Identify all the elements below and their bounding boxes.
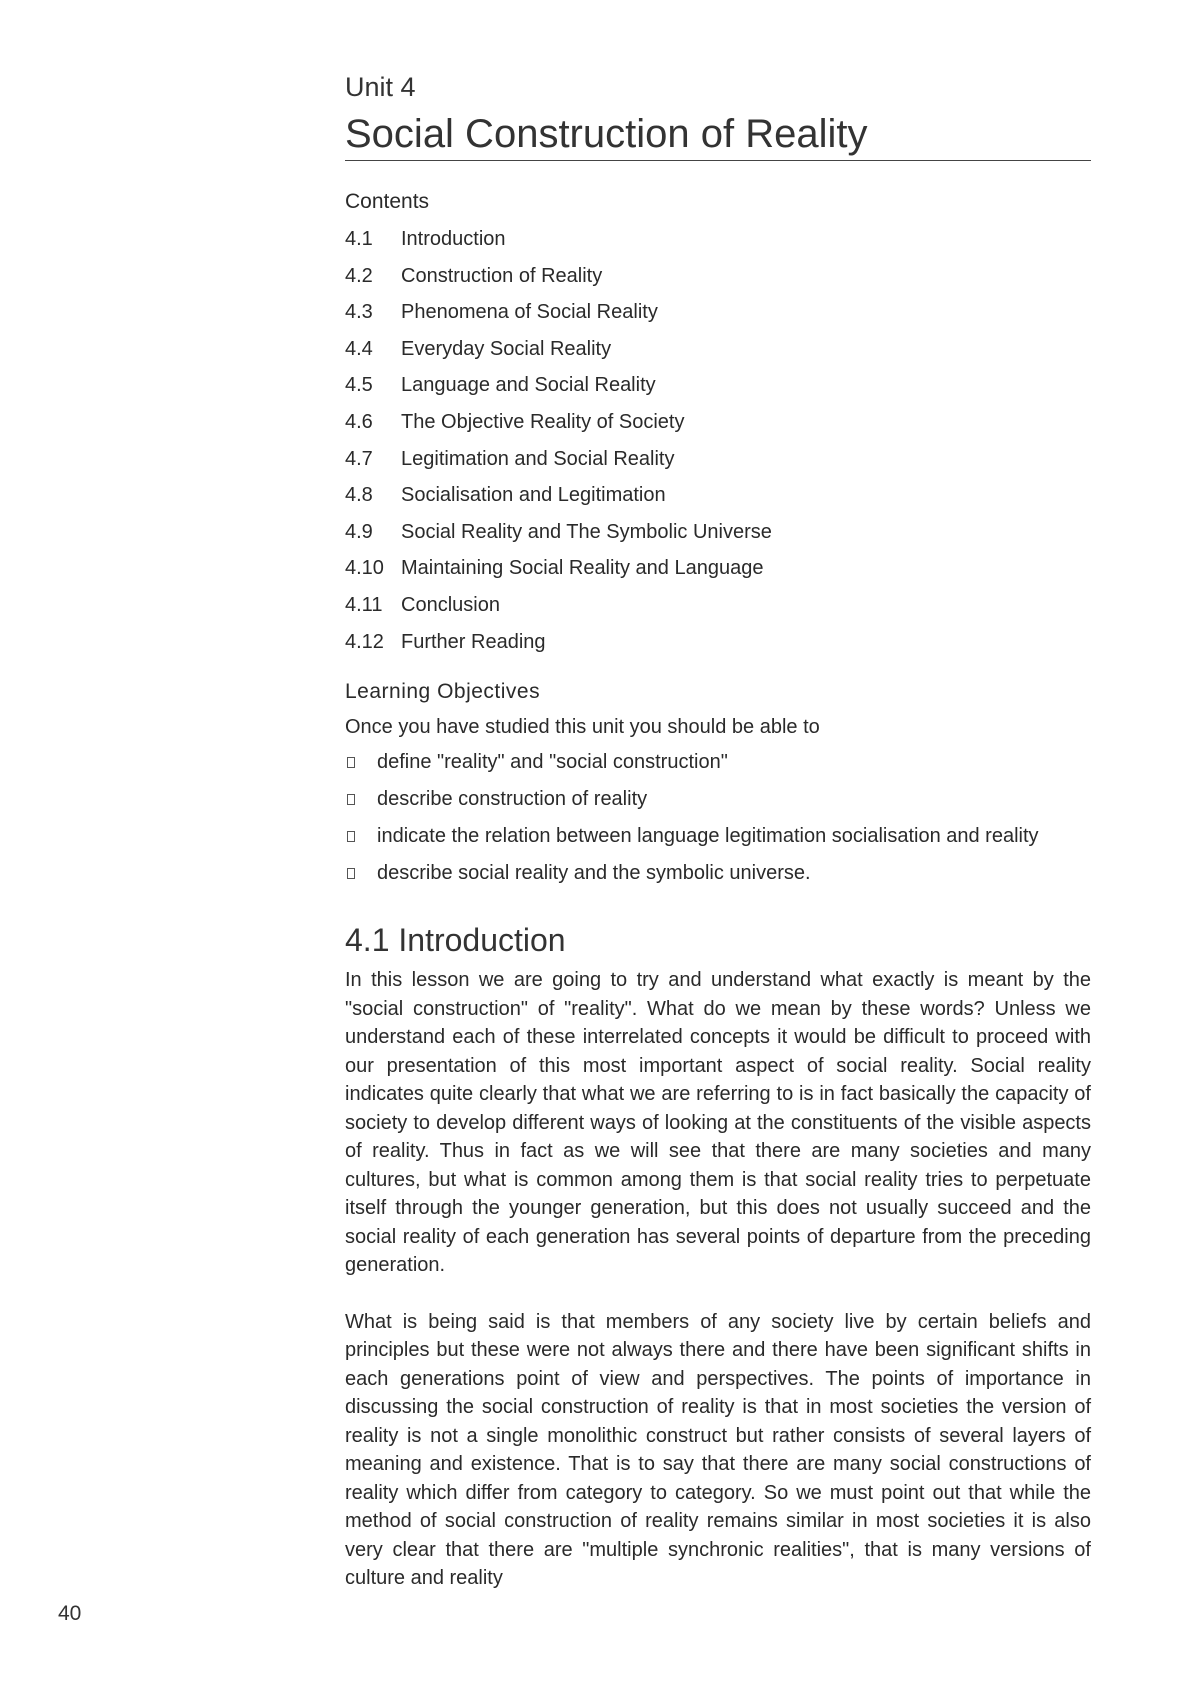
toc-label: Socialisation and Legitimation [401, 484, 666, 507]
toc-item [345, 587, 1091, 624]
learning-objectives-list [345, 744, 1091, 892]
toc-number: 4.6 [345, 410, 373, 433]
bullet-box-icon [347, 831, 355, 842]
toc-label: Social Reality and The Symbolic Universe [401, 520, 772, 543]
objective-text: define "reality" and "social construction" [377, 751, 728, 774]
toc-label: Introduction [401, 228, 506, 250]
toc-number: 4.11 [345, 593, 383, 616]
toc-item [345, 294, 1091, 331]
objective-text: describe construction of reality [377, 788, 648, 811]
toc-number: 4.9 [345, 520, 373, 543]
body-paragraph: What is being said is that members of any society live by certain beliefs and principles but these were not always there and there have been significant shifts in each generations point of view and perspectives. The points of importance in discussing the social construction of reality is that in most societies the version of reality is not a single monolithic construct but rather consists of several layers of meaning and existence. That is to say that there are many social constructions of reality which differ from category to category. So we must point out that while the method of social construction of reality remains similar in most societies it is also very clear that there are "multiple synchronic realities", that is many versions of culture and reality [345, 1310, 1091, 1590]
toc-item [345, 258, 1091, 295]
bullet-box-icon [347, 757, 355, 768]
toc-item [345, 477, 1091, 514]
toc-number: 4.3 [345, 301, 373, 324]
toc-item [345, 367, 1091, 404]
page-number: 40 [58, 1602, 82, 1625]
objective-item [345, 818, 1091, 855]
toc-label: Maintaining Social Reality and Language [401, 557, 764, 580]
table-of-contents [345, 221, 1091, 660]
toc-item [345, 331, 1091, 368]
toc-number: 4.1 [345, 228, 373, 250]
objective-text: indicate the relation between language legitimation socialisation and reality [377, 825, 1039, 848]
toc-label: Further Reading [401, 630, 546, 653]
title-divider [345, 160, 1091, 161]
objective-text: describe social reality and the symbolic universe. [377, 862, 811, 885]
toc-label: Everyday Social Reality [401, 337, 612, 360]
toc-label: Conclusion [401, 593, 500, 616]
toc-number: 4.5 [345, 374, 373, 397]
toc-number: 4.2 [345, 264, 373, 287]
toc-item [345, 441, 1091, 478]
toc-number: 4.12 [345, 630, 384, 653]
bullet-box-icon [347, 794, 355, 805]
toc-item [345, 550, 1091, 587]
toc-number: 4.10 [345, 557, 384, 580]
body-paragraph: In this lesson we are going to try and understand what exactly is meant by the "social construction" of "reality". What do we mean by these words? Unless we understand each of these interrelated concepts it would be difficult to proceed with our presentation of this most important aspect of social reality. Social reality indicates quite clearly that what we are referring to is in fact basically the capacity of society to develop different ways of looking at the constituents of the visible aspects of reality. Thus in fact as we will see that there are many societies and many cultures, but what is common among them is that social reality tries to perpetuate itself through the younger generation, but this does not usually succeed and the social reality of each generation has several points of departure from the preceding generation. [345, 969, 1091, 1277]
toc-label: Legitimation and Social Reality [401, 447, 675, 470]
toc-item [345, 404, 1091, 441]
objective-item [345, 744, 1091, 781]
toc-item [345, 514, 1091, 551]
toc-label: Phenomena of Social Reality [401, 301, 658, 324]
toc-label: Language and Social Reality [401, 374, 656, 397]
contents-heading: Contents [345, 190, 430, 213]
main-column [345, 70, 1091, 1593]
objective-item [345, 855, 1091, 892]
learning-objectives-intro: Once you have studied this unit you should be able to [345, 716, 820, 739]
unit-label: Unit 4 [345, 72, 416, 102]
unit-title: Social Construction of Reality [345, 112, 868, 156]
toc-label: Construction of Reality [401, 264, 603, 287]
bullet-box-icon [347, 868, 355, 879]
toc-number: 4.4 [345, 337, 373, 360]
toc-label: The Objective Reality of Society [401, 410, 685, 433]
toc-item [345, 221, 1091, 258]
toc-item [345, 624, 1091, 661]
objective-item [345, 781, 1091, 818]
toc-number: 4.7 [345, 447, 373, 470]
toc-number: 4.8 [345, 484, 373, 507]
learning-objectives-heading: Learning Objectives [345, 680, 541, 704]
section-title: 4.1 Introduction [345, 922, 566, 959]
